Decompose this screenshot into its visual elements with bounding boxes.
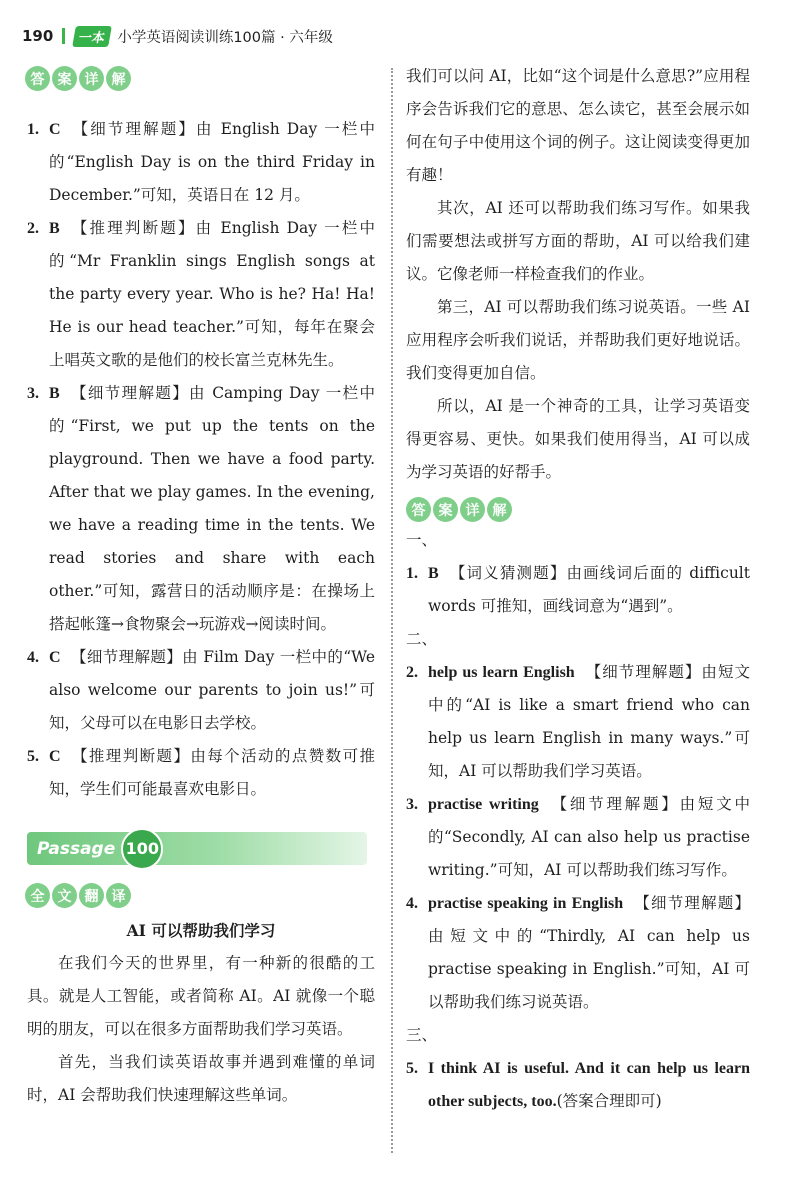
- answer-item: [406, 656, 750, 788]
- passage-banner: [27, 832, 367, 865]
- answer-explanation: 【细节理解题】由短文中的“Thirdly, AI can help us practise speaking in English.”可知，AI 可以帮助我们练习说英语。: [428, 894, 750, 1011]
- answer-text: I think AI is useful. And it can help us learn other subjects, too.: [428, 1060, 750, 1110]
- translation-paragraph: 首先，当我们读英语故事并遇到难懂的单词时，AI 会帮助我们快速理解这些单词。: [27, 1053, 375, 1104]
- page-number: 190: [22, 27, 54, 45]
- passage-number: 100: [121, 828, 163, 870]
- answer-item: [27, 113, 375, 212]
- badge-char: 解: [106, 66, 131, 91]
- badge-char: 答: [25, 66, 50, 91]
- answer-number: 3.: [406, 796, 418, 813]
- answer-note: (答案合理即可): [556, 1092, 662, 1110]
- badge-char: 文: [52, 883, 77, 908]
- answer-item: [27, 641, 375, 740]
- header-divider: [62, 28, 65, 44]
- badge-char: 翻: [79, 883, 104, 908]
- page-header: [22, 24, 333, 48]
- answer-text: help us learn English: [428, 664, 575, 681]
- answers-heading-badge: [25, 66, 375, 91]
- answer-item: [27, 740, 375, 806]
- answer-explanation: 【细节理解题】由 English Day 一栏中的“English Day is on the third Friday in December.”可知，英语日在 12 月。: [49, 120, 375, 204]
- answer-letter: C: [49, 649, 61, 666]
- answer-explanation: 【推理判断题】由每个活动的点赞数可推知，学生们可能最喜欢电影日。: [49, 747, 375, 798]
- translation-heading-badge: [25, 883, 375, 908]
- translation-paragraph: 第三，AI 可以帮助我们练习说英语。一些 AI 应用程序会听我们说话，并帮助我们更好地说话。我们变得更加自信。: [406, 298, 750, 382]
- answer-item: [406, 1052, 750, 1118]
- translation-title: AI 可以帮助我们学习: [126, 921, 276, 940]
- badge-char: 答: [406, 497, 431, 522]
- answer-text: practise writing: [428, 796, 539, 813]
- badge-char: 译: [106, 883, 131, 908]
- badge-char: 详: [460, 497, 485, 522]
- passage-label: Passage: [37, 838, 116, 859]
- badge-char: 案: [433, 497, 458, 522]
- badge-char: 解: [487, 497, 512, 522]
- book-title: 小学英语阅读训练100篇 · 六年级: [117, 29, 333, 46]
- answer-letter: C: [49, 748, 61, 765]
- answer-number: 5.: [27, 748, 39, 765]
- answer-letter: C: [49, 121, 61, 138]
- answer-number: 2.: [406, 664, 418, 681]
- translation-paragraph-continued: 我们可以问 AI，比如“这个词是什么意思?”应用程序会告诉我们它的意思、怎么读它，甚至会展示如何在句子中使用这个词的例子。这让阅读变得更加有趣！: [406, 67, 750, 184]
- series-logo: 一本: [72, 26, 112, 47]
- answer-number: 4.: [27, 649, 39, 666]
- answer-number: 1.: [27, 121, 39, 138]
- answer-item: [27, 377, 375, 641]
- column-divider: [391, 68, 393, 1153]
- answer-item: [406, 887, 750, 1019]
- answer-item: [27, 212, 375, 377]
- section-heading: 一、: [406, 531, 438, 549]
- answer-text: B: [428, 565, 439, 582]
- section-heading: 二、: [406, 630, 438, 648]
- answer-number: 4.: [406, 895, 418, 912]
- answer-text: practise speaking in English: [428, 895, 624, 912]
- answer-number: 5.: [406, 1060, 418, 1077]
- translation-paragraph: 所以，AI 是一个神奇的工具，让学习英语变得更容易、更快。如果我们使用得当，AI 可以成为学习英语的好帮手。: [406, 397, 750, 481]
- badge-char: 案: [52, 66, 77, 91]
- badge-char: 全: [25, 883, 50, 908]
- answer-number: 1.: [406, 565, 418, 582]
- answer-item: [406, 557, 750, 623]
- answer-letter: B: [49, 385, 60, 402]
- answer-letter: B: [49, 220, 60, 237]
- answers-heading-badge: [406, 497, 750, 522]
- right-column: [406, 60, 750, 1118]
- answer-explanation: 【细节理解题】由 Film Day 一栏中的“We also welcome our parents to join us!”可知，父母可以在电影日去学校。: [49, 648, 375, 732]
- answer-explanation: 【细节理解题】由短文中的“Secondly, AI can also help us practise writing.”可知，AI 可以帮助我们练习写作。: [428, 795, 750, 879]
- badge-char: 详: [79, 66, 104, 91]
- translation-paragraph: 其次，AI 还可以帮助我们练习写作。如果我们需要想法或拼写方面的帮助，AI 可以给我们建议。它像老师一样检查我们的作业。: [406, 199, 750, 283]
- answer-explanation: 【细节理解题】由短文中的“AI is like a smart friend who can help us learn English in many ways.”可知，AI 可以帮助我们学习英语。: [428, 663, 750, 780]
- section-heading: 三、: [406, 1026, 438, 1044]
- answer-item: [406, 788, 750, 887]
- answer-explanation: 【推理判断题】由 English Day 一栏中的“Mr Franklin sings English songs at the party every year. Who is he? Ha! Ha! He is our head teacher.”可知，每年在聚会上唱英文歌的是他们的校长富兰克林先生。: [49, 219, 375, 369]
- left-column: [27, 66, 375, 1112]
- translation-paragraph: 在我们今天的世界里，有一种新的很酷的工具。就是人工智能，或者简称 AI。AI 就像一个聪明的朋友，可以在很多方面帮助我们学习英语。: [27, 954, 375, 1038]
- answer-explanation: 【词义猜测题】由画线词后面的 difficult words 可推知，画线词意为“遇到”。: [428, 564, 750, 615]
- answer-number: 2.: [27, 220, 39, 237]
- answer-number: 3.: [27, 385, 39, 402]
- answer-explanation: 【细节理解题】由 Camping Day 一栏中的“First, we put up the tents on the playground. Then we have a food party. After that we play games. In the evening, we have a reading time in the tents. We read stories and share with each other.”可知，露营日的活动顺序是：在操场上搭起帐篷→食物聚会→玩游戏→阅读时间。: [49, 384, 375, 633]
